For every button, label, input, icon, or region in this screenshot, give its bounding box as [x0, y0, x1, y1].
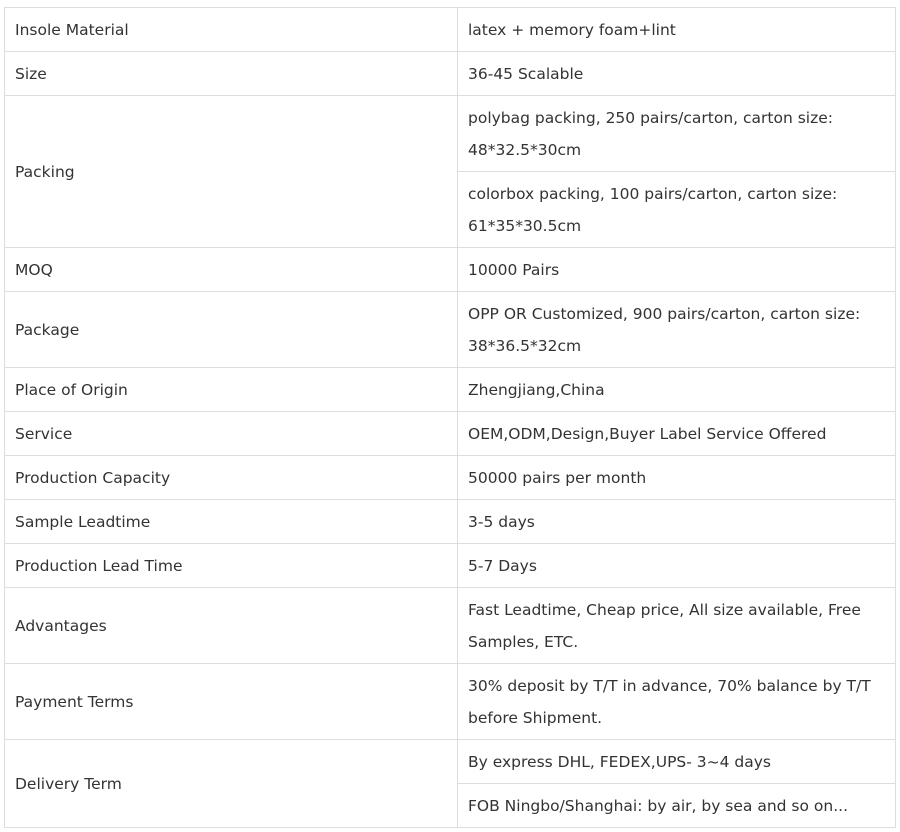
- spec-value: OEM,ODM,Design,Buyer Label Service Offered: [458, 412, 896, 456]
- spec-value: Zhengjiang,China: [458, 368, 896, 412]
- product-spec-table: [4, 7, 896, 828]
- spec-value: Fast Leadtime, Cheap price, All size available, Free Samples, ETC.: [458, 588, 896, 664]
- spec-value: OPP OR Customized, 900 pairs/carton, carton size: 38*36.5*32cm: [458, 292, 896, 368]
- table-row: [5, 368, 896, 412]
- table-row: [5, 292, 896, 368]
- table-row: [5, 52, 896, 96]
- spec-label: Insole Material: [5, 8, 458, 52]
- table-row: [5, 740, 896, 784]
- spec-value: polybag packing, 250 pairs/carton, carton size: 48*32.5*30cm: [458, 96, 896, 172]
- spec-value: latex + memory foam+lint: [458, 8, 896, 52]
- table-row: [5, 544, 896, 588]
- spec-label: Packing: [5, 96, 458, 248]
- table-row: [5, 664, 896, 740]
- table-row: [5, 8, 896, 52]
- spec-label: Production Capacity: [5, 456, 458, 500]
- spec-label: Production Lead Time: [5, 544, 458, 588]
- table-row: [5, 588, 896, 664]
- spec-value: By express DHL, FEDEX,UPS- 3~4 days: [458, 740, 896, 784]
- spec-label: Place of Origin: [5, 368, 458, 412]
- spec-label: Service: [5, 412, 458, 456]
- spec-label: Payment Terms: [5, 664, 458, 740]
- spec-value: 10000 Pairs: [458, 248, 896, 292]
- table-row: [5, 248, 896, 292]
- spec-label: Sample Leadtime: [5, 500, 458, 544]
- spec-value: 50000 pairs per month: [458, 456, 896, 500]
- spec-value: 3-5 days: [458, 500, 896, 544]
- spec-label: Size: [5, 52, 458, 96]
- spec-value: FOB Ningbo/Shanghai: by air, by sea and so on...: [458, 784, 896, 828]
- spec-label: Package: [5, 292, 458, 368]
- spec-value: 30% deposit by T/T in advance, 70% balance by T/T before Shipment.: [458, 664, 896, 740]
- spec-value: 36-45 Scalable: [458, 52, 896, 96]
- table-row: [5, 456, 896, 500]
- spec-label: Delivery Term: [5, 740, 458, 828]
- spec-value: 5-7 Days: [458, 544, 896, 588]
- table-row: [5, 412, 896, 456]
- spec-label: MOQ: [5, 248, 458, 292]
- spec-label: Advantages: [5, 588, 458, 664]
- spec-value: colorbox packing, 100 pairs/carton, carton size: 61*35*30.5cm: [458, 172, 896, 248]
- table-row: [5, 500, 896, 544]
- table-row: [5, 96, 896, 172]
